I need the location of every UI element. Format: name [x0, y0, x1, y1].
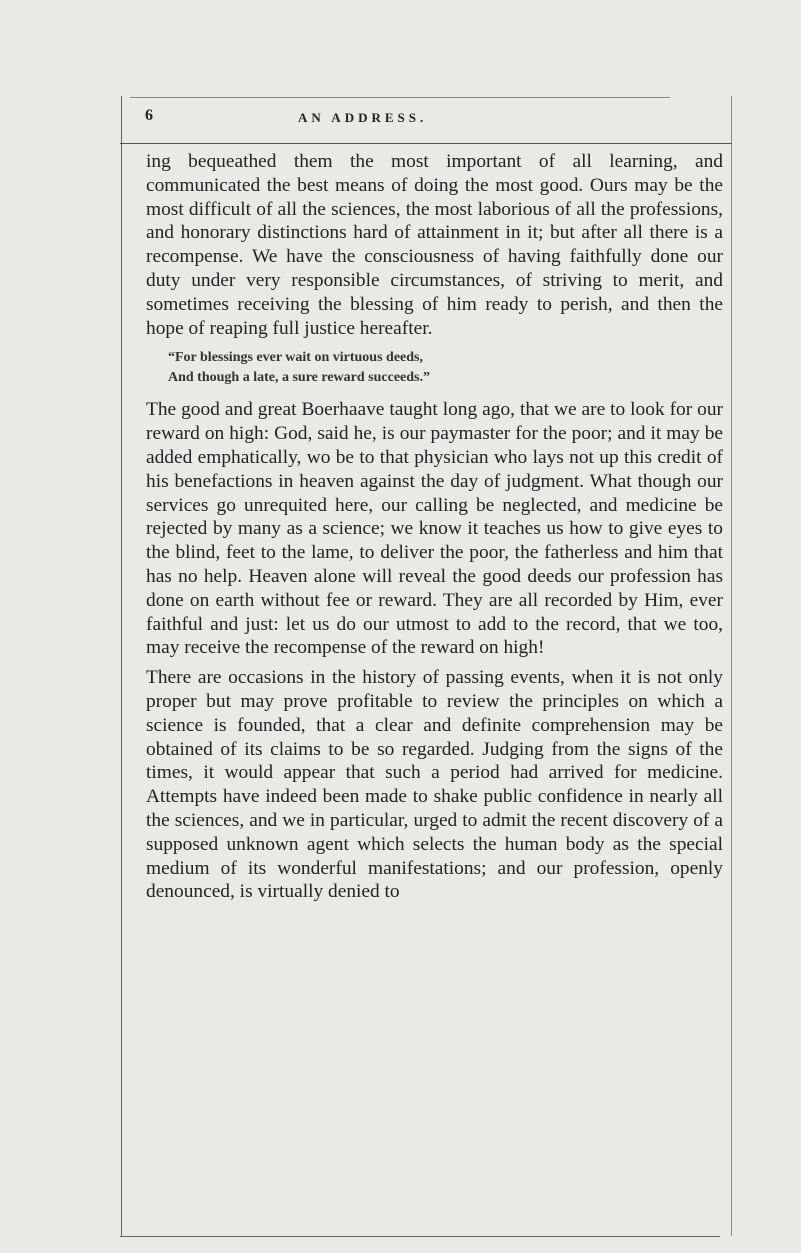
top-border-line — [130, 97, 670, 98]
paragraph-3: There are occasions in the history of passing events, when it is not only proper but may prove profitable to review the principles on which a science is founded, that a clear and definite comprehension may be obtained of its claims to be so regarded. Judging from the signs of the times, it would appear that such a period had arrived for medicine. Attempts have indeed been made to shake public confidence in nearly all the sciences, and we in particular, urged to admit the recent discovery of a supposed unknown agent which selects the human body as the special medium of its wonderful manifestations; and our profession, openly denounced, is virtually denied to — [146, 667, 723, 903]
header-rule — [120, 143, 732, 144]
page-number: 6 — [145, 107, 153, 124]
paragraph-2: The good and great Boerhaave taught long ago, that we are to look for our reward on high: God, said he, is our paymaster for the poor; and it may be added emphatically, wo be to that physician who lays not up this credit of his benefactions in heaven against the day of judgment. What though our services go unrequited here, our calling be neglected, and medicine be rejected by many as a science; we know it teaches us how to give eyes to the blind, feet to the lame, to deliver the poor, the fatherless and him that has no help. Heaven alone will reveal the good deeds our profession has done on earth without fee or reward. They are all recorded by Him, ever faithful and just: let us do our utmost to add to the record, that we too, may receive the recompense of the reward on high! — [146, 399, 723, 659]
verse-line-2: And though a late, a sure reward succeeds.” — [168, 370, 430, 386]
verse-line-1: “For blessings ever wait on virtuous deeds, — [168, 350, 423, 366]
bottom-border-line — [120, 1236, 720, 1237]
page-body — [146, 150, 723, 904]
left-page-edge — [121, 96, 122, 1236]
paragraph-1: ing bequeathed them the most important of all learning, and communicated the best means of doing the most good. Ours may be the most difficult of all the sciences, the most laborious of all the professions, and honorary distinctions hard of attainment in it; but after all there is a recompense. We have the consciousness of having faithfully done our duty under very responsible circumstances, of striving to merit, and sometimes receiving the blessing of him ready to perish, and then the hope of reaping full justice hereafter. — [146, 151, 723, 339]
verse-quote — [146, 348, 723, 388]
running-head: AN ADDRESS. — [298, 110, 428, 125]
right-page-edge — [731, 96, 732, 1236]
